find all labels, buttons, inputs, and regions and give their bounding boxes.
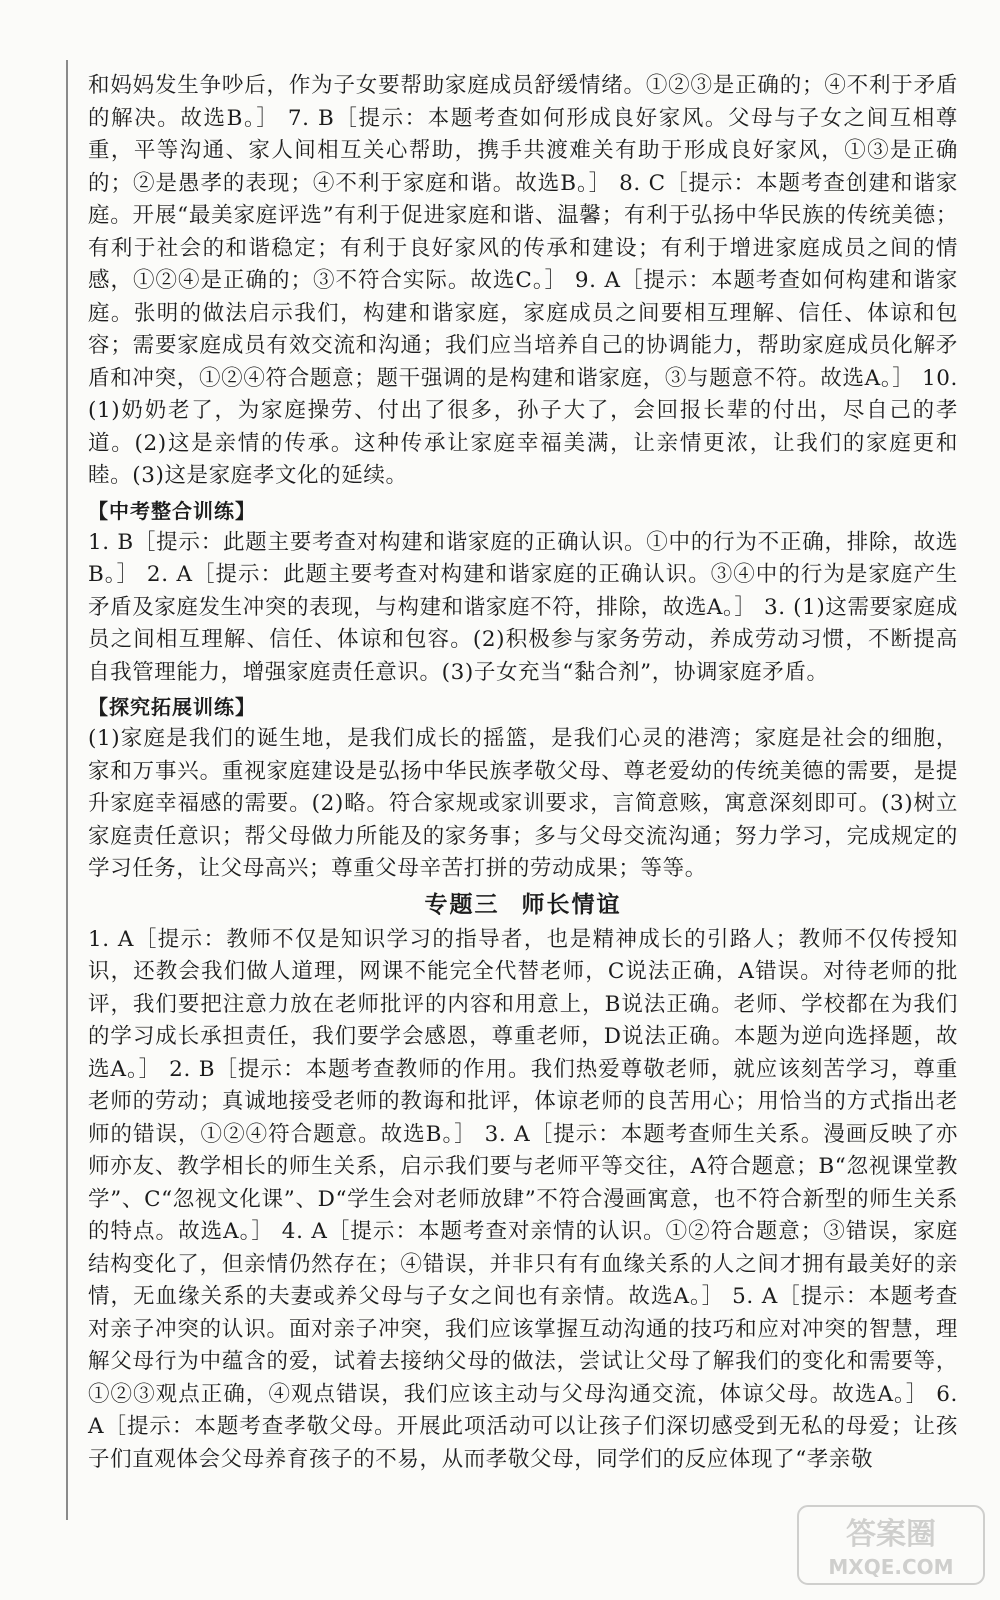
watermark-url: MXQE.COM xyxy=(828,1555,954,1579)
topic-heading xyxy=(88,886,958,924)
answer-paragraph-tanjiu: (1)家庭是我们的诞生地，是我们成长的摇篮，是我们心灵的港湾；家庭是社会的细胞，家和万事兴。重视家庭建设是弘扬中华民族孝敬父母、尊老爱幼的传统美德的需要，是提升家庭幸福感的需要。(2)略。符合家规或家训要求，言简意赅，寓意深刻即可。(3)树立家庭责任意识；帮父母做力所能及的家务事；多与父母交流沟通；努力学习，完成规定的学习任务，让父母高兴；尊重父母辛苦打拼的劳动成果；等等。 xyxy=(88,726,958,881)
answer-text-column xyxy=(88,70,958,1476)
section-heading-zhongkao: 【中考整合训练】 xyxy=(88,498,256,523)
watermark-title: 答案圈 xyxy=(846,1517,936,1552)
section-heading-tanjiu: 【探究拓展训练】 xyxy=(88,695,256,719)
topic-label: 专题三 xyxy=(424,891,500,918)
answer-paragraph-teacher-student: 1. A［提示：教师不仅是知识学习的指导者，也是精神成长的引路人；教师不仅传授知识，还教会我们做人道理，网课不能完全代替老师，C说法正确，A错误。对待老师的批评，我们要把注意力放在老师批评的内容和用意上，B说法正确。老师、学校都在为我们的学习成长承担责任，我们要学会感恩，尊重老师，D说法正确。本题为逆向选择题，故选A。］ 2. B［提示：本题考查教师的作用。我们热爱尊敬老师，就应该刻苦学习，尊重老师的劳动；真诚地接受老师的教诲和批评，体谅老师的良苦用心；用恰当的方式指出老师的错误，①②④符合题意。故选B。］ 3. A［提示：本题考查师生关系。漫画反映了亦师亦友、教学相长的师生关系，启示我们要与老师平等交往，A符合题意；B“忽视课堂教学”、C“忽视文化课”、D“学生会对老师放肆”不符合漫画寓意，也不符合新型的师生关系的特点。故选A。］ 4. A［提示：本题考查对亲情的认识。①②符合题意；③错误，家庭结构变化了，但亲情仍然存在；④错误，并非只有有血缘关系的人之间才拥有最美好的亲情，无血缘关系的夫妻或养父母与子女之间也有亲情。故选A。］ 5. A［提示：本题考查对亲子冲突的认识。面对亲子冲突，我们应该掌握互动沟通的技巧和应对冲突的智慧，理解父母行为中蕴含的爱，试着去接纳父母的做法，尝试让父母了解我们的变化和需要等，①②③观点正确，④观点错误，我们应该主动与父母沟通交流，体谅父母。故选A。］ 6. A［提示：本题考查孝敬父母。开展此项活动可以让孩子们深切感受到无私的母爱；让孩子们直观体会父母养育孩子的不易，从而孝敬父母，同学们的反应体现了“孝亲敬 xyxy=(88,926,958,1472)
watermark-logo xyxy=(796,1504,986,1586)
margin-rule xyxy=(66,60,68,1520)
topic-title: 师长情谊 xyxy=(521,891,622,918)
answer-paragraph-zhongkao: 1. B［提示：此题主要考查对构建和谐家庭的正确认识。①中的行为不正确，排除，故选B。］ 2. A［提示：此题主要考查对构建和谐家庭的正确认识。③④中的行为是家庭产生矛盾及家庭发生冲突的表现，与构建和谐家庭不符，排除，故选A。］ 3. (1)这需要家庭成员之间相互理解、信任、体谅和包容。(2)积极参与家务劳动，养成劳动习惯，不断提高自我管理能力，增强家庭责任意识。(3)子女充当“黏合剂”，协调家庭矛盾。 xyxy=(88,529,958,685)
answer-paragraph-family-harmony: 和妈妈发生争吵后，作为子女要帮助家庭成员舒缓情绪。①②③是正确的；④不利于矛盾的解决。故选B。］ 7. B［提示：本题考查如何形成良好家风。父母与子女之间互相尊重，平等沟通、家人间相互关心帮助，携手共渡难关有助于形成良好家风，①③是正确的；②是愚孝的表现；④不利于家庭和谐。故选B。］ 8. C［提示：本题考查创建和谐家庭。开展“最美家庭评选”有利于促进家庭和谐、温馨；有利于弘扬中华民族的传统美德；有利于社会的和谐稳定；有利于良好家风的传承和建设；有利于增进家庭成员之间的情感，①②④是正确的；③不符合实际。故选C。］ 9. A［提示：本题考查如何构建和谐家庭。张明的做法启示我们，构建和谐家庭，家庭成员之间要相互理解、信任、体谅和包容；需要家庭成员有效交流和沟通；我们应当培养自己的协调能力，帮助家庭成员化解矛盾和冲突，①②④符合题意；题干强调的是构建和谐家庭，③与题意不符。故选A。］ 10. (1)奶奶老了，为家庭操劳、付出了很多，孙子大了，会回报长辈的付出，尽自己的孝道。(2)这是亲情的传承。这种传承让家庭幸福美满，让亲情更浓，让我们的家庭更和睦。(3)这是家庭孝文化的延续。 xyxy=(88,73,958,488)
